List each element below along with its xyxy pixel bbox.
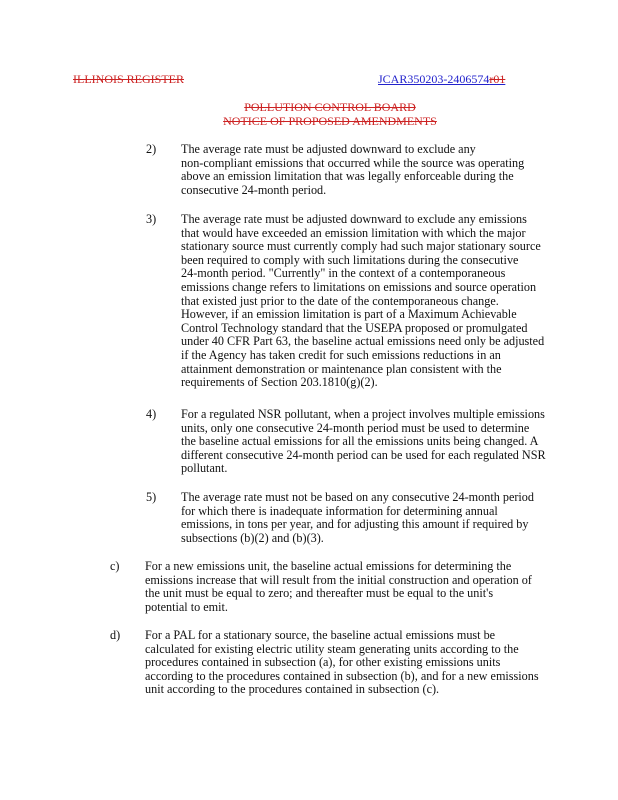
- register-header: ILLINOIS REGISTER: [73, 72, 184, 86]
- text-line: emissions increase that will result from the initial construction and operation of: [145, 572, 532, 587]
- text-line: if the Agency has taken credit for such emissions reductions in an: [181, 347, 501, 362]
- item-letter: d): [110, 628, 121, 642]
- text-line: consecutive 24-month period.: [181, 182, 327, 197]
- text-line: that would have exceeded an emission limitation with which the major: [181, 225, 526, 240]
- text-line: the unit must be equal to zero; and thereafter must be equal to the unit's: [145, 586, 494, 601]
- text-line: above an emission limitation that was legally enforceable during the: [181, 169, 514, 184]
- text-line: procedures contained in subsection (a), for other existing emissions units: [145, 655, 501, 670]
- jcar-code-number: JCAR350203-2406574: [378, 72, 490, 86]
- text-line: For a regulated NSR pollutant, when a project involves multiple emissions: [181, 407, 545, 421]
- text-line: stationary source must currently comply had such major stationary source: [181, 239, 541, 254]
- text-line: The average rate must be adjusted downward to exclude any emissions: [181, 212, 527, 226]
- text-line: For a new emissions unit, the baseline actual emissions for determining the: [145, 559, 512, 573]
- item-number: 2): [146, 142, 157, 156]
- subsection-c: [145, 560, 532, 614]
- notice-title: NOTICE OF PROPOSED AMENDMENTS: [223, 114, 437, 128]
- text-line: that existed just prior to the date of the contemporaneous change.: [181, 293, 499, 308]
- text-line: attainment demonstration or maintenance plan consistent with the: [181, 361, 502, 376]
- text-line: However, if an emission limitation is part of a Maximum Achievable: [181, 307, 517, 322]
- text-line: requirements of Section 203.1810(g)(2).: [181, 375, 378, 390]
- text-line: potential to emit.: [145, 599, 228, 614]
- text-line: been required to comply with such limitations during the consecutive: [181, 252, 519, 267]
- item-number: 5): [146, 490, 157, 504]
- paragraph-5: [181, 491, 534, 545]
- text-line: calculated for existing electric utility steam generating units according to the: [145, 641, 519, 656]
- text-line: units, only one consecutive 24-month period must be used to determine: [181, 420, 530, 435]
- text-line: pollutant.: [181, 461, 228, 476]
- text-line: different consecutive 24-month period can be used for each regulated NSR: [181, 447, 546, 462]
- paragraph-4: [181, 408, 546, 476]
- text-line: unit according to the procedures contained in subsection (c).: [145, 682, 440, 697]
- subsection-d: [145, 629, 539, 697]
- text-line: emissions change refers to limitations on emissions and source operation: [181, 279, 537, 294]
- paragraph-3: [181, 213, 544, 390]
- text-line: the baseline actual emissions for all the emissions units being changed. A: [181, 434, 539, 449]
- text-line: Control Technology standard that the USEPA proposed or promulgated: [181, 320, 528, 335]
- text-line: under 40 CFR Part 63, the baseline actual emissions need only be adjusted: [181, 334, 545, 349]
- agency-title: POLLUTION CONTROL BOARD: [244, 100, 416, 114]
- text-line: The average rate must be adjusted downward to exclude any: [181, 142, 476, 156]
- text-line: 24-month period. "Currently" in the context of a contemporaneous: [181, 266, 506, 281]
- text-line: subsections (b)(2) and (b)(3).: [181, 530, 324, 545]
- paragraph-2: [181, 143, 524, 197]
- item-letter: c): [110, 559, 120, 573]
- text-line: non-compliant emissions that occurred while the source was operating: [181, 155, 525, 170]
- jcar-revision: r01: [489, 72, 506, 86]
- text-line: For a PAL for a stationary source, the baseline actual emissions must be: [145, 628, 496, 642]
- text-line: emissions, in tons per year, and for adjusting this amount if required by: [181, 517, 529, 532]
- jcar-code: [378, 73, 505, 87]
- item-number: 4): [146, 407, 157, 421]
- text-line: The average rate must not be based on any consecutive 24-month period: [181, 490, 534, 504]
- text-line: for which there is inadequate information for determining annual: [181, 503, 498, 518]
- text-line: according to the procedures contained in subsection (b), and for a new emissions: [145, 668, 539, 683]
- item-number: 3): [146, 212, 157, 226]
